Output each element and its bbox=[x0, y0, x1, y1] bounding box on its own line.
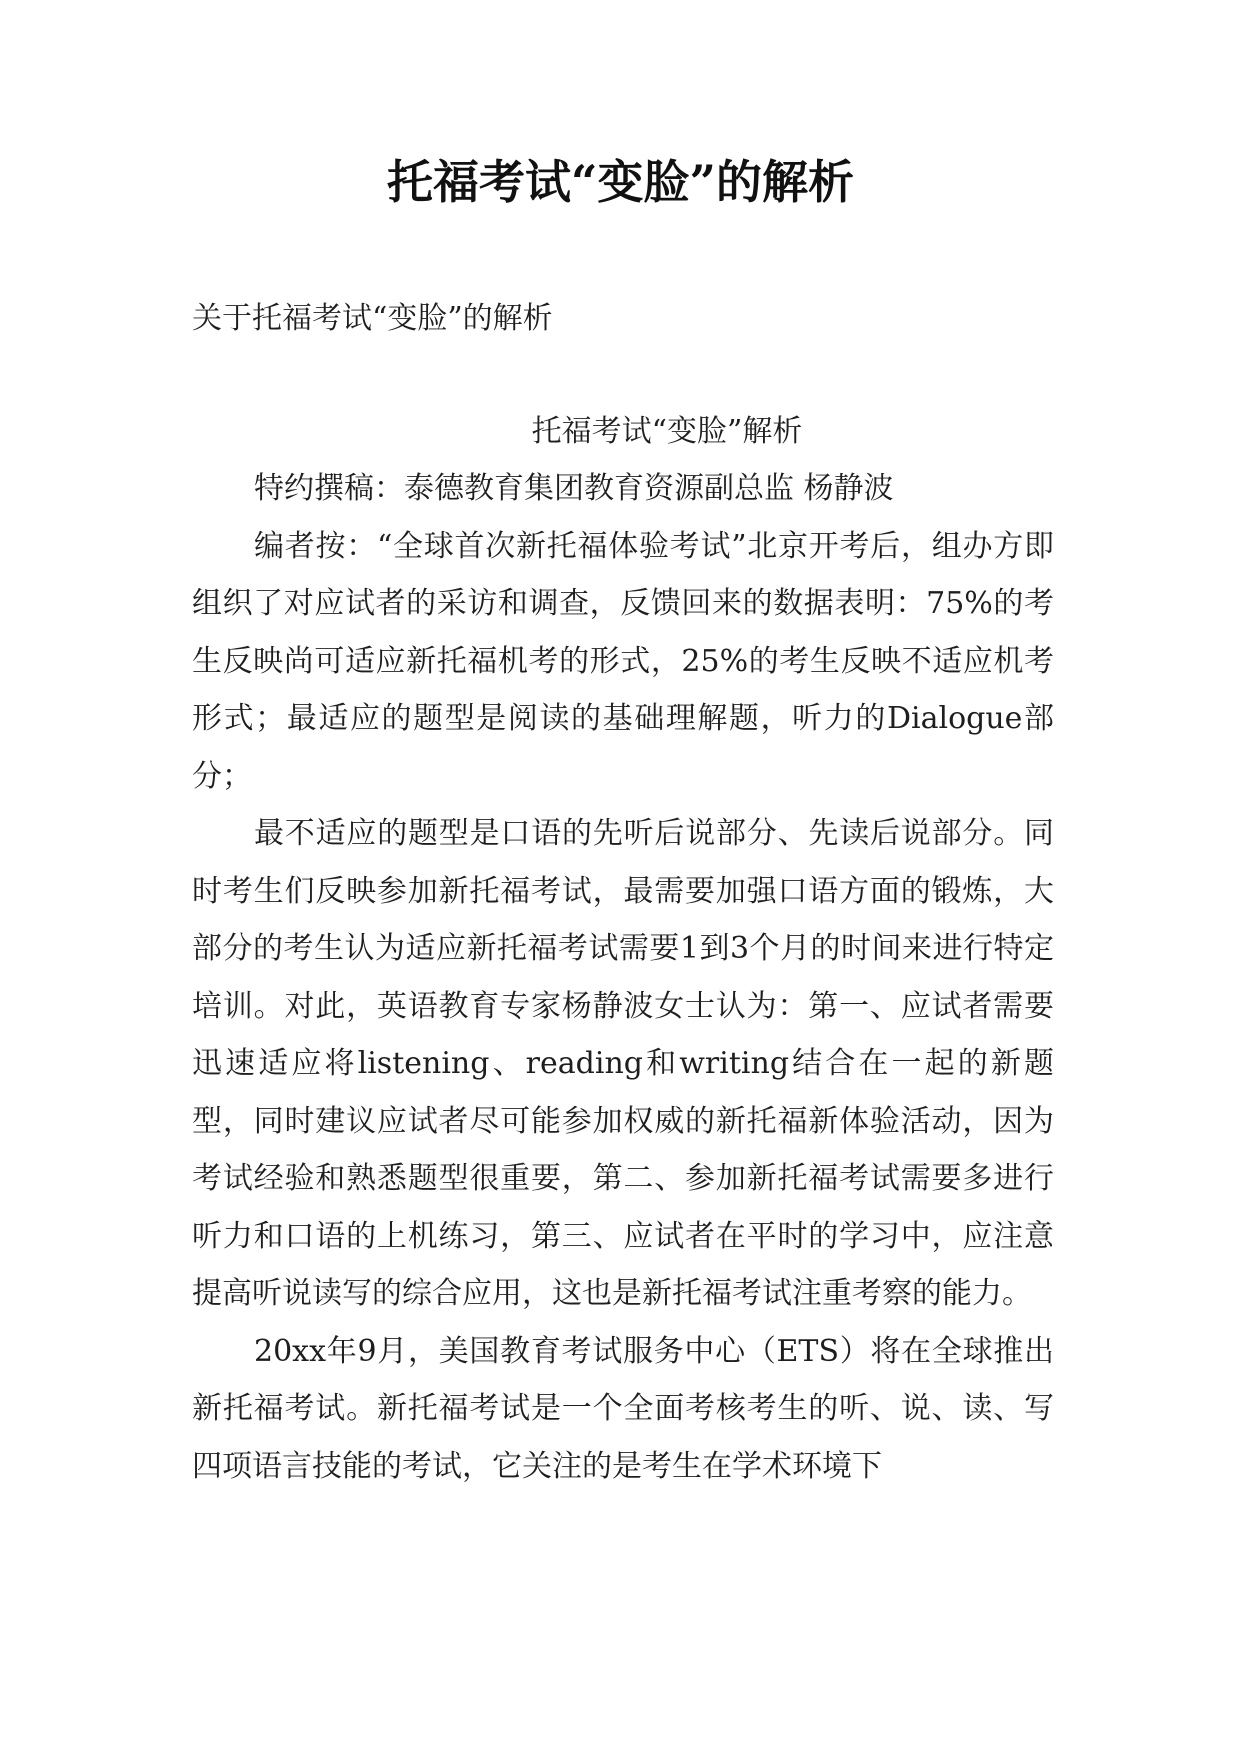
subject-line: 关于托福考试“变脸”的解析 bbox=[192, 301, 553, 336]
document-title: 托福考试“变脸”的解析 bbox=[387, 155, 854, 209]
paragraph-expert-advice: 最不适应的题型是口语的先听后说部分、先读后说部分。同时考生们反映参加新托福考试，最需要加强口语方面的锻炼，大部分的考生认为适应新托福考试需要1到3个月的时间来进行特定培训。对此，英语教育专家杨静波女士认为：第一、应试者需要迅速适应将listening、reading和writing结合在一起的新题型，同时建议应试者尽可能参加权威的新托福新体验活动，因为考试经验和熟悉题型很重要，第二、参加新托福考试需要多进行听力和口语的上机练习，第三、应试者在平时的学习中，应注意提高听说读写的综合应用，这也是新托福考试注重考察的能力。 bbox=[192, 816, 1054, 1311]
paragraph-ets-launch: 20xx年9月，美国教育考试服务中心（ETS）将在全球推出新托福考试。新托福考试是一个全面考核考生的听、说、读、写四项语言技能的考试，它关注的是考生在学术环境下 bbox=[192, 1333, 1054, 1484]
article-title: 托福考试“变脸”解析 bbox=[531, 413, 803, 449]
document-body bbox=[192, 290, 1054, 1495]
byline: 特约撰稿：泰德教育集团教育资源副总监 杨静波 bbox=[254, 471, 894, 506]
paragraph-editor-note: 编者按：“全球首次新托福体验考试”北京开考后，组办方即组织了对应试者的采访和调查，反馈回来的数据表明：75%的考生反映尚可适应新托福机考的形式，25%的考生反映不适应机考形式；最适应的题型是阅读的基础理解题，听力的Dialogue部分； bbox=[192, 528, 1054, 794]
